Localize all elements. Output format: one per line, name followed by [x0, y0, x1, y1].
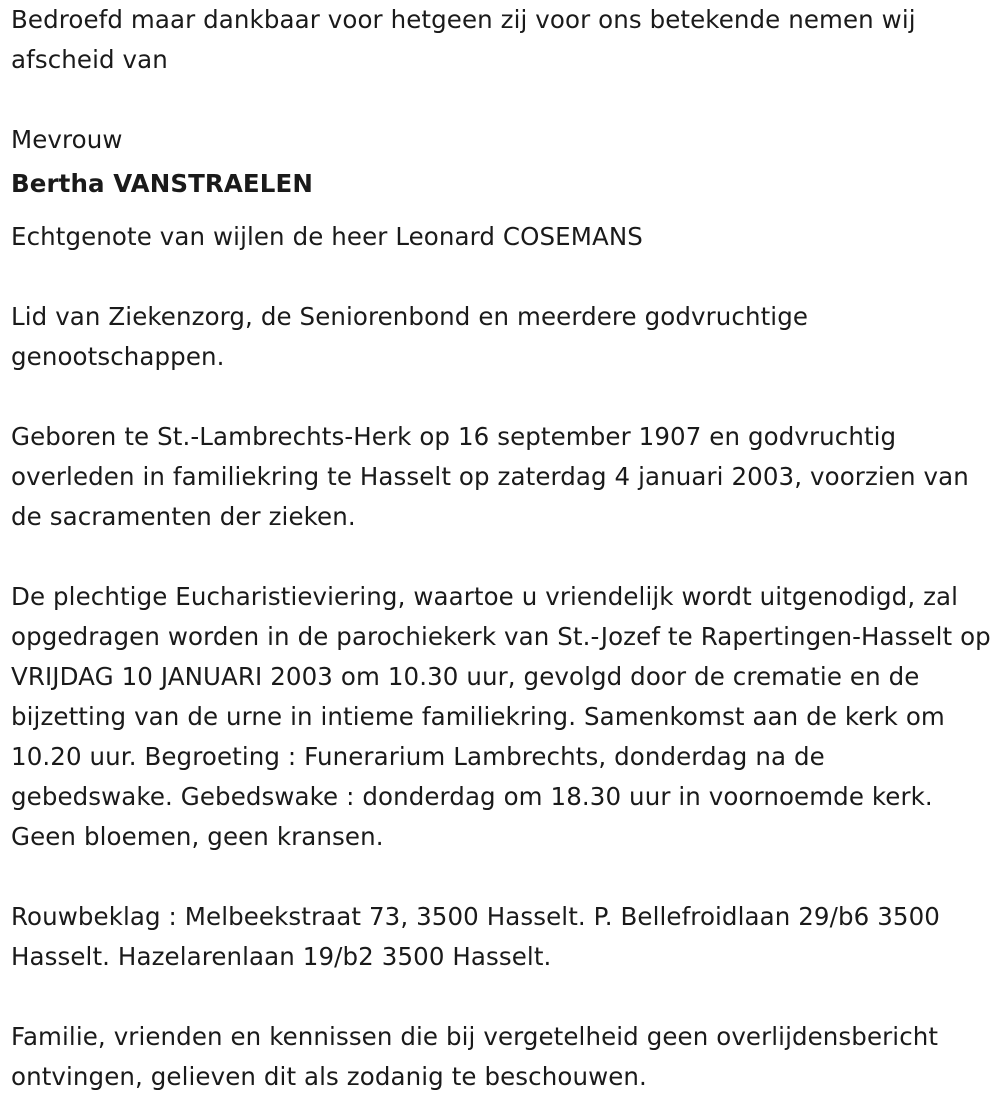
membership-text: Lid van Ziekenzorg, de Seniorenbond en meerdere godvruchtige genootschappen. [11, 302, 809, 371]
spacer [11, 857, 993, 897]
birth-death-text: Geboren te St.-Lambrechts-Herk op 16 september 1907 en godvruchtig overleden in familiekring te Hasselt op zaterdag 4 januari 2003, voorzien van de sacramenten der zieken. [11, 422, 969, 531]
condolences-text: Rouwbeklag : Melbeekstraat 73, 3500 Hasselt. P. Bellefroidlaan 29/b6 3500 Hasselt. Hazelarenlaan 19/b2 3500 Hasselt. [11, 902, 940, 971]
spacer [11, 537, 993, 577]
salutation: Mevrouw [11, 125, 123, 154]
spacer [11, 80, 993, 120]
spacer [11, 977, 993, 1017]
spouse-text: Echtgenote van wijlen de heer Leonard COSEMANS [11, 222, 643, 251]
ceremony-text: De plechtige Eucharistieviering, waartoe u vriendelijk wordt uitgenodigd, zal opgedragen worden in de parochiekerk van St.-Jozef te Rapertingen-Hasselt op VRIJDAG 10 JANUARI 2003 om 10.30 uur, gevolgd door de crematie en de bijzetting van de urne in intieme familiekring. Samenkomst aan de kerk om 10.20 uur. Begroeting : Funerarium Lambrechts, donderdag na de gebedswake. Gebedswake : donderdag om 18.30 uur in voornoemde kerk. Geen bloemen, geen kransen. [11, 582, 991, 851]
closing-text: Familie, vrienden en kennissen die bij vergetelheid geen overlijdensbericht ontvingen, gelieven dit als zodanig te beschouwen. [11, 1022, 939, 1091]
spacer [11, 257, 993, 297]
intro-text: Bedroefd maar dankbaar voor hetgeen zij voor ons betekende nemen wij afscheid van [11, 5, 916, 74]
spacer [11, 377, 993, 417]
obituary-notice [11, 0, 993, 1097]
deceased-name: Bertha VANSTRAELEN [11, 169, 313, 198]
